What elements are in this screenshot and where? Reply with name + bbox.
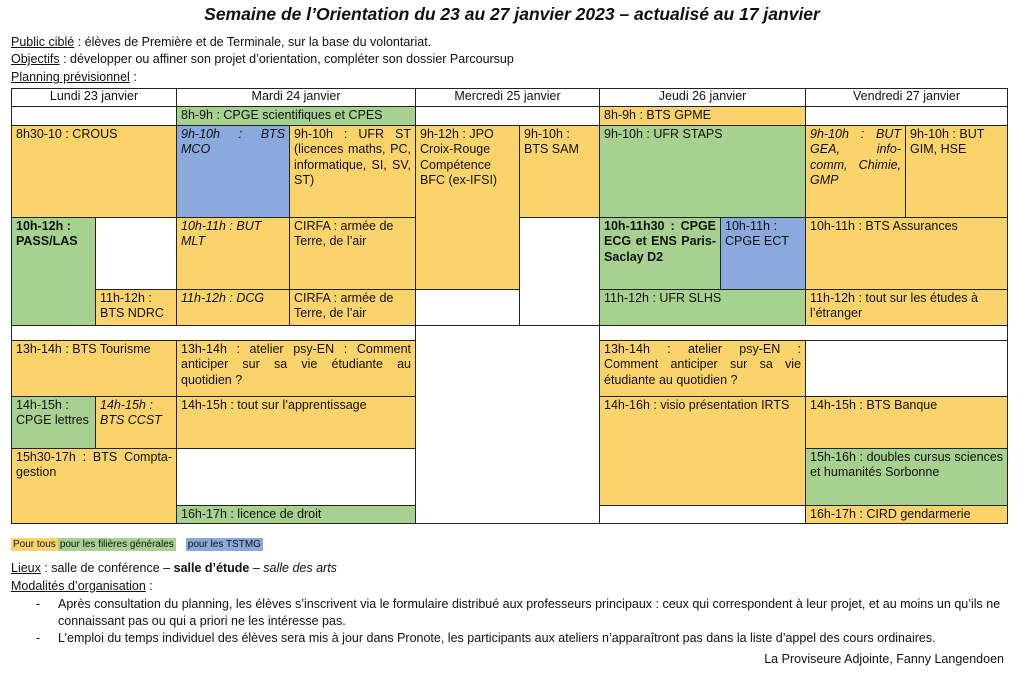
lieux-salle-etude: salle d’étude: [173, 561, 250, 575]
slot-jeudi-ufr-staps: 9h-10h : UFR STAPS: [600, 125, 806, 217]
modalites-label: Modalités d’organisation: [11, 579, 146, 593]
slot-vendredi-bts-banque: 14h-15h : BTS Banque: [806, 396, 1008, 448]
public-line: [11, 34, 431, 51]
planning-line: [11, 69, 137, 86]
slot-mardi-ufr-st: 9h-10h : UFR ST (licences maths, PC, informatique, SI, SV, ST): [290, 125, 416, 217]
slot-lundi-bts-ndrc: 11h-12h : BTS NDRC: [96, 289, 177, 325]
modalites-colon: :: [145, 579, 153, 593]
modalites-line: [11, 578, 153, 595]
slot-mercredi-bts-sam: 9h-10h : BTS SAM: [520, 125, 600, 217]
planning-colon: :: [129, 70, 137, 84]
slot-vendredi-bts-assurances: [806, 217, 1008, 289]
slot-mardi-dcg: 11h-12h : DCG: [177, 289, 290, 325]
slot-time: 10h-11h: [810, 218, 855, 233]
public-text: : élèves de Première et de Terminale, sur la base du volontariat.: [74, 35, 432, 49]
empty-cell: [806, 340, 1008, 396]
empty-cell: [600, 505, 806, 524]
empty-cell: [520, 217, 600, 325]
objectifs-text: : développer ou affiner son projet d’orientation, compléter son dossier Parcoursup: [59, 52, 514, 66]
list-item: - Après consultation du planning, les élèves s’inscrivent via le formulaire distribué aux professeurs principaux : ceux qui correspondent à leur projet, et au moins un qu’ils ne connaissant pas ou qui a priori ne les intéresse pas.: [36, 596, 1011, 630]
table-header-row: [12, 89, 1008, 107]
slot-jeudi-atelier-psy-en: 13h-14h : atelier psy-EN : Comment anticiper sur sa vie étudiante au quotidien ?: [600, 340, 806, 396]
public-label: Public ciblé: [11, 35, 75, 49]
slot-label: : doubles cursus sciences et humanités Sorbonne: [810, 449, 1004, 479]
day-header-vendredi: Vendredi 27 janvier: [806, 89, 1008, 107]
table-row: [12, 125, 1008, 217]
slot-label: PASS/LAS: [16, 234, 78, 248]
slot-label: : BTS Assurances: [854, 218, 958, 233]
slot-lundi-pass-las: [12, 217, 96, 325]
empty-cell: [177, 448, 416, 505]
slot-vendredi-but-gim: 9h-10h : BUT GIM, HSE: [906, 125, 1008, 217]
color-legend: [11, 538, 263, 551]
legend-pour-tous: Pour tous: [13, 539, 56, 550]
slot-mardi-cirfa-2: CIRFA : armée de Terre, de l’air: [290, 289, 416, 325]
slot-mardi-licence-droit: 16h-17h : licence de droit: [177, 505, 416, 524]
empty-cell: [600, 325, 1008, 340]
slot-mardi-cirfa-1: CIRFA : armée de Terre, de l’air: [290, 217, 416, 289]
slot-mardi-apprentissage: 14h-15h : tout sur l’apprentissage: [177, 396, 416, 448]
slot-time: 10h-12h :: [16, 218, 71, 233]
list-item: - L’emploi du temps individuel des élèves sera mis à jour dans Pronote, les participants aux ateliers n’apparaîtront pas dans la liste d’appel des cours ordinaires.: [36, 630, 1011, 647]
lieux-salle-arts: salle des arts: [263, 561, 337, 575]
lieux-sep: –: [249, 561, 264, 575]
slot-jeudi-cpge-ect: 10h-11h : CPGE ECT: [721, 217, 806, 289]
slot-lundi-bts-compta-gestion: 15h30-17h : BTS Compta-gestion: [12, 448, 177, 524]
slot-time: 15h-16h: [810, 449, 856, 464]
slot-vendredi-doubles-cursus: [806, 448, 1008, 505]
slot-mardi-cpge-scientifiques: 8h-9h : CPGE scientifiques et CPES: [177, 107, 416, 126]
slot-lundi-crous: 8h30-10 : CROUS: [12, 125, 177, 217]
slot-lundi-bts-ccst: 14h-15h : BTS CCST: [96, 396, 177, 448]
objectifs-line: [11, 51, 514, 68]
slot-lundi-cpge-lettres: 14h-15h : CPGE lettres: [12, 396, 96, 448]
slot-label: : CIRD gendarmerie: [855, 506, 971, 521]
slot-vendredi-etudes-etranger: 11h-12h : tout sur les études à l’étranger: [806, 289, 1008, 325]
empty-cell: [96, 217, 177, 289]
day-header-mardi: Mardi 24 janvier: [177, 89, 416, 107]
planning-table: [11, 88, 1008, 524]
modalites-list: [36, 596, 1011, 647]
empty-cell: [416, 107, 600, 126]
table-row: [12, 289, 1008, 325]
empty-cell: [806, 107, 1008, 126]
table-row: [12, 107, 1008, 126]
slot-jeudi-visio-irts: 14h-16h : visio présentation IRTS: [600, 396, 806, 505]
empty-cell: [12, 325, 416, 340]
slot-mardi-bts-mco: 9h-10h : BTS MCO: [177, 125, 290, 217]
slot-lundi-bts-tourisme: 13h-14h : BTS Tourisme: [12, 340, 177, 396]
lieux-prefix: : salle de conférence –: [40, 561, 174, 575]
legend-filieres-generales: pour les filières générales: [59, 539, 174, 550]
slot-jeudi-cpge-ecg: [600, 217, 721, 289]
slot-mardi-atelier-psy-en: 13h-14h : atelier psy-EN : Comment anticiper sur sa vie étudiante au quotidien ?: [177, 340, 416, 396]
lieux-label: Lieux: [11, 561, 41, 575]
empty-cell: [416, 289, 520, 325]
slot-time: 16h-17h: [810, 506, 856, 521]
objectifs-label: Objectifs: [11, 52, 60, 66]
page-title: Semaine de l’Orientation du 23 au 27 janvier 2023 – actualisé au 17 janvier: [204, 4, 820, 24]
slot-time: 10h-11h30 :: [604, 218, 675, 233]
slot-vendredi-but-gea: 9h-10h : BUT GEA, info-comm, Chimie, GMP: [806, 125, 906, 217]
empty-cell: [416, 325, 600, 524]
empty-cell: [12, 107, 177, 126]
slot-label: CPGE ECG et ENS Paris-Saclay D2: [604, 218, 717, 264]
signature: La Proviseure Adjointe, Fanny Langendoen: [764, 652, 1004, 666]
slot-mardi-but-mlt: 10h-11h : BUT MLT: [177, 217, 290, 289]
day-header-jeudi: Jeudi 26 janvier: [600, 89, 806, 107]
slot-jeudi-ufr-slhs: 11h-12h : UFR SLHS: [600, 289, 806, 325]
day-header-lundi: Lundi 23 janvier: [12, 89, 177, 107]
day-header-mercredi: Mercredi 25 janvier: [416, 89, 600, 107]
planning-label: Planning prévisionnel: [11, 70, 130, 84]
legend-tstmg: pour les TSTMG: [187, 539, 261, 550]
slot-jeudi-bts-gpme: 8h-9h : BTS GPME: [600, 107, 806, 126]
slot-vendredi-cird-gendarmerie: [806, 505, 1008, 524]
table-row: [12, 325, 1008, 340]
lieux-line: [11, 560, 337, 577]
slot-mercredi-jpo-croix-rouge: 9h-12h : JPO Croix-Rouge Compétence BFC (ex-IFSI): [416, 125, 520, 289]
